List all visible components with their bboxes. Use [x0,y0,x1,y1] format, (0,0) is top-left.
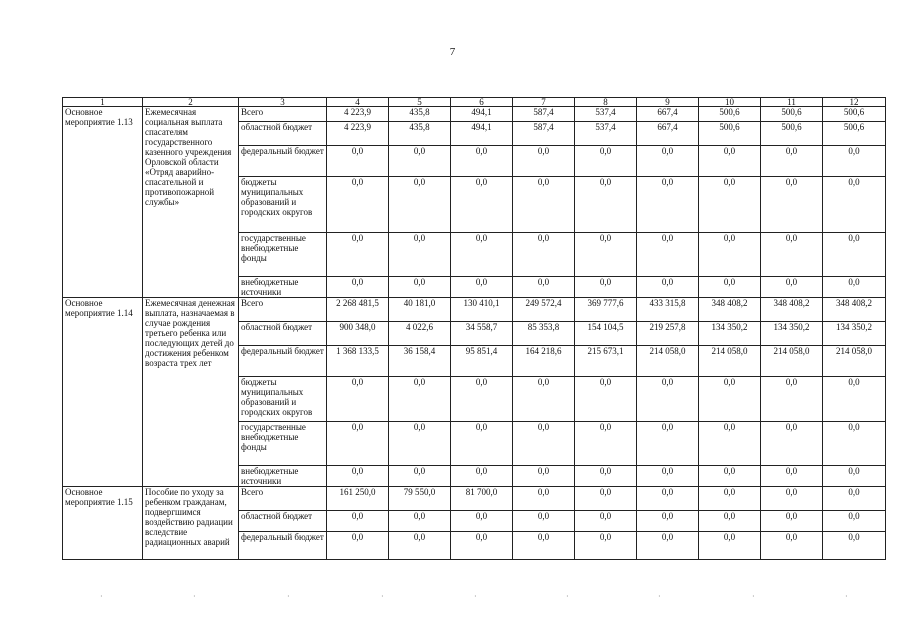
footer-mark: · [381,592,384,601]
value-cell: 0,0 [761,177,823,233]
value-cell: 0,0 [823,532,886,560]
value-cell: 0,0 [637,177,699,233]
value-cell: 500,6 [761,122,823,146]
value-cell: 0,0 [451,377,513,422]
header-cell: 3 [239,98,327,107]
value-cell: 0,0 [575,177,637,233]
header-cell: 10 [699,98,761,107]
footer-mark: · [752,592,755,601]
value-cell: 130 410,1 [451,298,513,322]
value-cell: 34 558,7 [451,322,513,346]
value-cell: 40 181,0 [389,298,451,322]
header-cell: 1 [63,98,143,107]
value-cell: 134 350,2 [699,322,761,346]
value-cell: 214 058,0 [699,346,761,377]
value-cell: 0,0 [823,277,886,298]
value-cell: 0,0 [575,532,637,560]
value-cell: 36 158,4 [389,346,451,377]
value-cell: 0,0 [513,277,575,298]
value-cell: 0,0 [389,277,451,298]
value-cell: 0,0 [699,511,761,532]
value-cell: 0,0 [451,511,513,532]
value-cell: 494,1 [451,122,513,146]
header-cell: 11 [761,98,823,107]
value-cell: 214 058,0 [637,346,699,377]
footer-mark: · [566,592,569,601]
value-cell: 0,0 [823,422,886,466]
value-cell: 0,0 [327,511,389,532]
value-cell: 0,0 [637,487,699,511]
value-cell: 435,8 [389,107,451,122]
value-cell: 587,4 [513,122,575,146]
header-cell: 4 [327,98,389,107]
value-cell: 500,6 [699,107,761,122]
funding-source: федеральный бюджет [239,532,327,560]
value-cell: 0,0 [761,422,823,466]
value-cell: 348 408,2 [761,298,823,322]
footer-mark: · [287,592,290,601]
value-cell: 0,0 [761,532,823,560]
value-cell: 0,0 [389,511,451,532]
value-cell: 0,0 [513,511,575,532]
value-cell: 435,8 [389,122,451,146]
value-cell: 500,6 [761,107,823,122]
value-cell: 0,0 [761,233,823,277]
value-cell: 0,0 [761,277,823,298]
value-cell: 0,0 [699,277,761,298]
page-number: 7 [449,46,456,58]
value-cell: 0,0 [699,466,761,487]
value-cell: 161 250,0 [327,487,389,511]
value-cell: 0,0 [575,422,637,466]
value-cell: 4 022,6 [389,322,451,346]
funding-source: областной бюджет [239,511,327,532]
value-cell: 0,0 [823,511,886,532]
budget-table [62,97,886,560]
value-cell: 0,0 [761,466,823,487]
value-cell: 134 350,2 [823,322,886,346]
value-cell: 0,0 [699,487,761,511]
value-cell: 0,0 [389,532,451,560]
value-cell: 500,6 [699,122,761,146]
value-cell: 0,0 [761,487,823,511]
value-cell: 215 673,1 [575,346,637,377]
value-cell: 0,0 [389,466,451,487]
footer-mark: · [658,592,661,601]
value-cell: 85 353,8 [513,322,575,346]
value-cell: 0,0 [451,177,513,233]
value-cell: 494,1 [451,107,513,122]
value-cell: 0,0 [575,233,637,277]
funding-source: внебюджетные источники [239,466,327,487]
value-cell: 219 257,8 [637,322,699,346]
value-cell: 0,0 [699,532,761,560]
activity-name: Ежемесячная социальная выплата спасателям государственного казенного учреждения Орловской области «Отряд аварийно-спасательной и противопожарной службы» [143,107,239,298]
value-cell: 0,0 [637,146,699,177]
value-cell: 95 851,4 [451,346,513,377]
value-cell: 0,0 [389,422,451,466]
activity-name: Ежемесячная денежная выплата, назначаемая в случае рождения третьего ребенка или последующих детей до достижения ребенком возраста трех лет [143,298,239,487]
value-cell: 0,0 [327,532,389,560]
value-cell: 0,0 [327,377,389,422]
footer-mark: · [100,592,103,601]
value-cell: 0,0 [451,466,513,487]
value-cell: 0,0 [761,146,823,177]
value-cell: 0,0 [699,422,761,466]
activity-name: Пособие по уходу за ребенком гражданам, подвергшимся воздействию радиации вследствие радиационных аварий [143,487,239,560]
value-cell: 0,0 [451,233,513,277]
value-cell: 0,0 [637,466,699,487]
value-cell: 0,0 [451,277,513,298]
value-cell: 0,0 [451,532,513,560]
funding-source: бюджеты муниципальных образований и городских округов [239,377,327,422]
activity-code: Основное мероприятие 1.15 [63,487,143,560]
value-cell: 0,0 [575,466,637,487]
value-cell: 0,0 [699,146,761,177]
value-cell: 348 408,2 [823,298,886,322]
value-cell: 0,0 [761,511,823,532]
value-cell: 0,0 [327,277,389,298]
value-cell: 0,0 [513,487,575,511]
value-cell: 667,4 [637,107,699,122]
value-cell: 0,0 [823,233,886,277]
table-row [63,487,886,511]
funding-source: государственные внебюджетные фонды [239,233,327,277]
value-cell: 0,0 [513,233,575,277]
value-cell: 249 572,4 [513,298,575,322]
value-cell: 0,0 [327,177,389,233]
value-cell: 0,0 [637,277,699,298]
value-cell: 214 058,0 [761,346,823,377]
value-cell: 0,0 [389,377,451,422]
value-cell: 0,0 [389,146,451,177]
value-cell: 154 104,5 [575,322,637,346]
table-row [63,107,886,122]
value-cell: 0,0 [451,146,513,177]
value-cell: 0,0 [637,422,699,466]
value-cell: 0,0 [513,377,575,422]
value-cell: 0,0 [823,377,886,422]
value-cell: 0,0 [327,146,389,177]
table-row [63,298,886,322]
value-cell: 0,0 [575,377,637,422]
header-cell: 2 [143,98,239,107]
header-cell: 9 [637,98,699,107]
value-cell: 0,0 [699,177,761,233]
value-cell: 900 348,0 [327,322,389,346]
funding-source: областной бюджет [239,122,327,146]
value-cell: 0,0 [637,532,699,560]
value-cell: 4 223,9 [327,122,389,146]
funding-source: областной бюджет [239,322,327,346]
value-cell: 0,0 [823,177,886,233]
value-cell: 0,0 [575,146,637,177]
value-cell: 0,0 [761,377,823,422]
value-cell: 500,6 [823,107,886,122]
funding-source: федеральный бюджет [239,146,327,177]
header-cell: 5 [389,98,451,107]
value-cell: 0,0 [389,177,451,233]
value-cell: 0,0 [327,422,389,466]
value-cell: 0,0 [513,177,575,233]
value-cell: 0,0 [389,233,451,277]
footer-mark: · [474,592,477,601]
header-cell: 8 [575,98,637,107]
value-cell: 0,0 [699,377,761,422]
value-cell: 0,0 [637,511,699,532]
value-cell: 81 700,0 [451,487,513,511]
value-cell: 1 368 133,5 [327,346,389,377]
value-cell: 0,0 [823,146,886,177]
value-cell: 0,0 [451,422,513,466]
value-cell: 0,0 [513,466,575,487]
funding-source: Всего [239,107,327,122]
value-cell: 164 218,6 [513,346,575,377]
value-cell: 134 350,2 [761,322,823,346]
value-cell: 0,0 [575,511,637,532]
value-cell: 0,0 [513,146,575,177]
funding-source: бюджеты муниципальных образований и городских округов [239,177,327,233]
value-cell: 0,0 [513,422,575,466]
value-cell: 0,0 [637,233,699,277]
funding-source: федеральный бюджет [239,346,327,377]
value-cell: 214 058,0 [823,346,886,377]
footer-mark: · [845,592,848,601]
value-cell: 4 223,9 [327,107,389,122]
funding-source: Всего [239,487,327,511]
activity-code: Основное мероприятие 1.13 [63,107,143,298]
value-cell: 537,4 [575,107,637,122]
header-cell: 6 [451,98,513,107]
footer-marks [0,592,905,600]
header-cell: 12 [823,98,886,107]
value-cell: 0,0 [327,233,389,277]
funding-source: внебюджетные источники [239,277,327,298]
activity-code: Основное мероприятие 1.14 [63,298,143,487]
value-cell: 0,0 [823,466,886,487]
value-cell: 79 550,0 [389,487,451,511]
value-cell: 667,4 [637,122,699,146]
value-cell: 0,0 [575,277,637,298]
value-cell: 500,6 [823,122,886,146]
footer-mark: · [193,592,196,601]
value-cell: 348 408,2 [699,298,761,322]
value-cell: 369 777,6 [575,298,637,322]
funding-source: государственные внебюджетные фонды [239,422,327,466]
value-cell: 0,0 [699,233,761,277]
value-cell: 0,0 [575,487,637,511]
value-cell: 0,0 [513,532,575,560]
value-cell: 433 315,8 [637,298,699,322]
value-cell: 2 268 481,5 [327,298,389,322]
header-cell: 7 [513,98,575,107]
funding-source: Всего [239,298,327,322]
value-cell: 0,0 [637,377,699,422]
value-cell: 0,0 [823,487,886,511]
value-cell: 587,4 [513,107,575,122]
value-cell: 537,4 [575,122,637,146]
header-row [63,98,886,107]
value-cell: 0,0 [327,466,389,487]
